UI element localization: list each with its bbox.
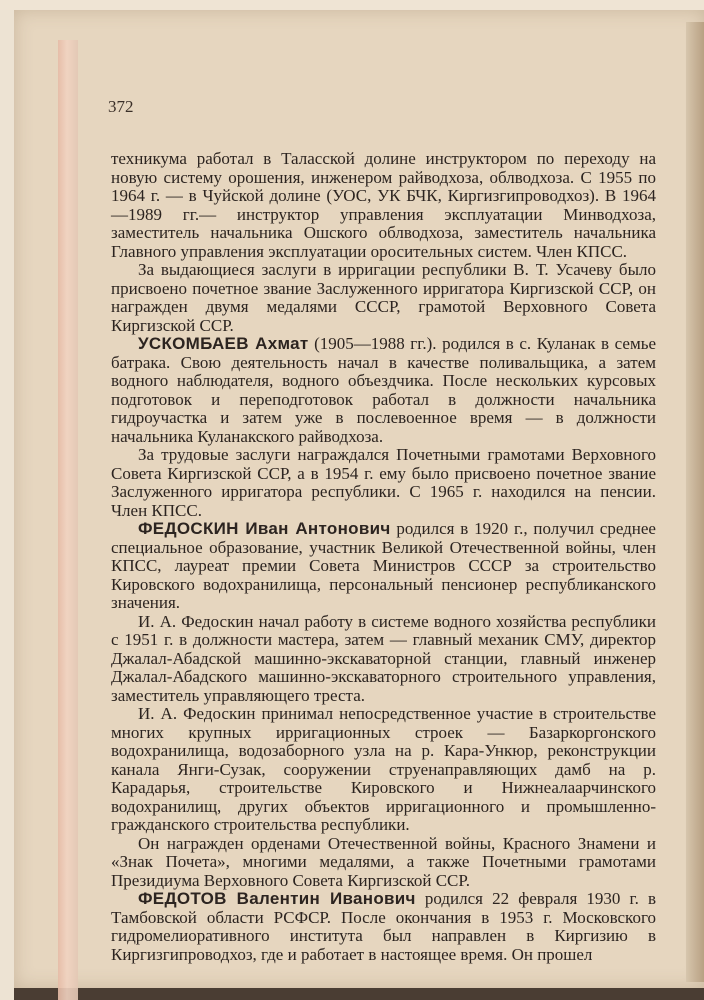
scan-top-margin <box>0 0 704 10</box>
paragraph-fedoskin: ФЕДОСКИН Иван Антонович родился в 1920 г., получил среднее специальное образование, участник Великой Отечественной войны, член КПСС, лауреат премии Совета Министров СССР за строительство Кировского водохранилища, персональный пенсионер республиканского значения. <box>111 519 656 612</box>
binding-gutter <box>58 40 78 1000</box>
paragraph-2: За выдающиеся заслуги в ирригации республики В. Т. Усачеву было присвоено почетное звание Заслуженного ирригатора Киргизской ССР, он награжден двумя медалями СССР, грамотой Верховного Совета Киргизской ССР. <box>111 260 656 335</box>
paragraph-7: И. А. Федоскин принимал непосредственное участие в строительстве многих крупных ирригационных строек — Базаркоргонского водохранилища, водозаборного узла на р. Кара-Ункюр, реконструкции канала Янги-Сузак, сооружении струенаправляющих дамб на р. Карадарья, строительстве Кировского и Нижнеалаарчинского водохранилищ, других объектов ирригационного и промышленно-гражданского строительства республики. <box>111 704 656 834</box>
paragraph-1: техникума работал в Таласской долине инструктором по переходу на новую систему орошения, инженером райводхоза, облводхоза. С 1955 по 1964 г. — в Чуйской долине (УОС, УК БЧК, Киргизгипроводхоз). В 1964—1989 гг.— инструктор управления эксплуатации Минводхоза, заместитель начальника Ошского облводхоза, заместитель начальника Главного управления эксплуатации оросительных систем. Член КПСС. <box>111 149 656 261</box>
paragraph-6: И. А. Федоскин начал работу в системе водного хозяйства республики с 1951 г. в должности мастера, затем — главный механик СМУ, директор Джалал-Абадской машинно-экскаваторной станции, главный инженер Джалал-Абадского машинно-экскаваторного строительного управления, заместитель управляющего треста. <box>111 611 656 705</box>
paragraph-uskombaev: УСКОМБАЕВ Ахмат (1905—1988 гг.). родился в с. Куланак в семье батрака. Свою деятельность начал в качестве поливальщика, а затем водного наблюдателя, водного объездчика. После нескольких курсовых подготовок и переподготовок работал в должности начальника гидроучастка и затем уже в послевоенное время — в должности начальника Куланакского райводхоза. <box>111 334 657 446</box>
page-right-edge <box>686 22 704 982</box>
paragraph-8: Он награжден орденами Отечественной войны, Красного Знамени и «Знак Почета», многими медалями, а также Почетными грамотами Президиума Верховного Совета Киргизской ССР. <box>111 833 656 890</box>
person-name: ФЕДОСКИН Иван Антонович <box>138 519 391 538</box>
page-body <box>111 150 656 964</box>
paragraph-4: За трудовые заслуги награждался Почетными грамотами Верховного Совета Киргизской ССР, а в 1954 г. ему было присвоено почетное звание Заслуженного ирригатора республики. С 1965 г. находился на пенсии. Член КПСС. <box>111 445 656 520</box>
person-name: УСКОМБАЕВ Ахмат <box>138 334 309 353</box>
page-number: 372 <box>108 97 134 116</box>
person-name: ФЕДОТОВ Валентин Иванович <box>138 889 416 908</box>
scan-left-margin <box>0 10 14 1000</box>
paragraph-fedotov: ФЕДОТОВ Валентин Иванович родился 22 февраля 1930 г. в Тамбовской области РСФСР. После окончания в 1953 г. Московского гидромелиоративного института был направлен в Киргизию в Киргизгипроводхоз, где и работает в настоящее время. Он прошел <box>111 889 656 964</box>
